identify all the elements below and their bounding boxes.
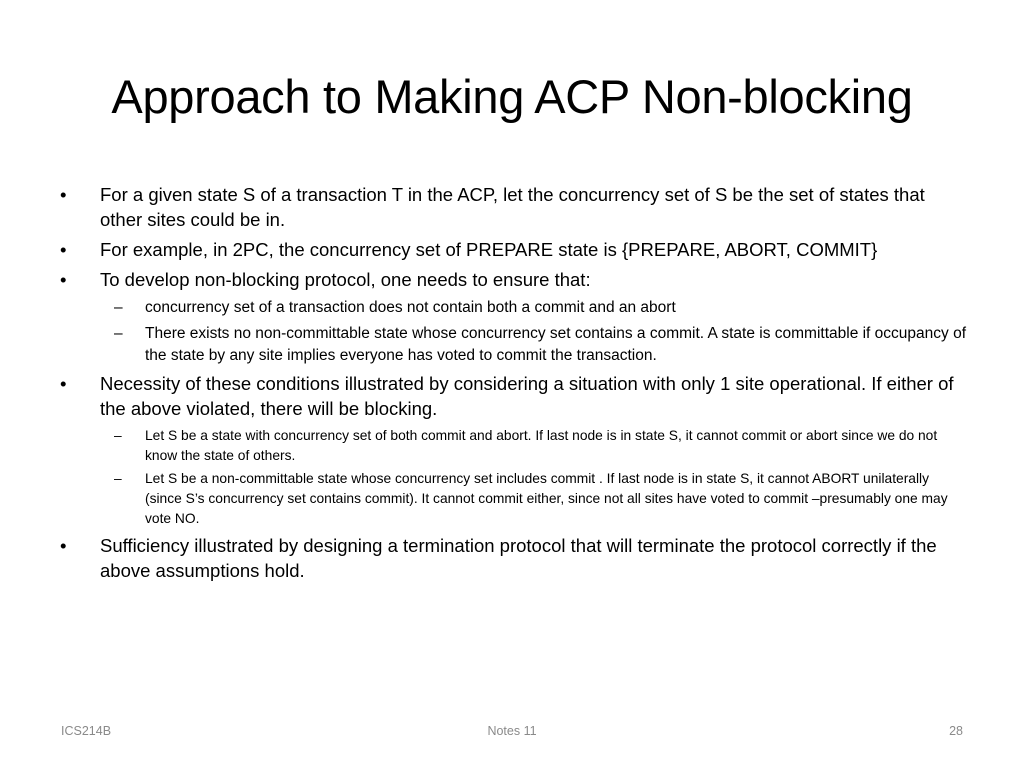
slide-body xyxy=(56,182,968,588)
bullet-item xyxy=(56,237,968,262)
sub-bullet-text: Let S be a non-committable state whose concurrency set includes commit . If last node is in state S, it cannot ABORT unilaterally (since S’s concurrency set contains commit). It cannot commit either, since not all sites have voted to commit –presumably one may vote NO. xyxy=(145,471,948,526)
sub-bullet-list xyxy=(56,426,968,529)
sub-bullet-item xyxy=(56,426,968,466)
bullet-marker: • xyxy=(60,535,67,556)
bullet-text: Necessity of these conditions illustrated by considering a situation with only 1 site operational. If either of the above violated, there will be blocking. xyxy=(100,373,954,419)
bullet-marker: • xyxy=(60,184,67,205)
sub-bullet-item xyxy=(56,297,968,319)
bullet-marker: • xyxy=(60,373,67,394)
bullet-text: Sufficiency illustrated by designing a termination protocol that will terminate the protocol correctly if the above assumptions hold. xyxy=(100,535,937,581)
sub-bullet-marker: – xyxy=(114,325,123,342)
bullet-text: For a given state S of a transaction T in the ACP, let the concurrency set of S be the set of states that other sites could be in. xyxy=(100,184,925,230)
slide-title: Approach to Making ACP Non-blocking xyxy=(111,70,913,123)
sub-bullet-text: There exists no non-committable state whose concurrency set contains a commit. A state is committable if occupancy of the state by any site implies everyone has voted to commit the transaction. xyxy=(145,325,967,364)
sub-bullet-marker: – xyxy=(114,299,123,316)
sub-bullet-item xyxy=(56,469,968,529)
bullet-item xyxy=(56,533,968,583)
bullet-marker: • xyxy=(60,269,67,290)
footer-page-number: 28 xyxy=(949,724,963,738)
sub-bullet-list xyxy=(56,297,968,367)
footer-course-label: ICS214B xyxy=(61,724,112,738)
sub-bullet-text: Let S be a state with concurrency set of both commit and abort. If last node is in state S, it cannot commit or abort since we do not know the state of others. xyxy=(145,428,938,463)
bullet-item xyxy=(56,371,968,421)
bullet-item xyxy=(56,267,968,292)
footer-notes-label: Notes 11 xyxy=(487,724,537,738)
bullet-text: For example, in 2PC, the concurrency set of PREPARE state is {PREPARE, ABORT, COMMIT} xyxy=(100,239,878,260)
bullet-text: To develop non-blocking protocol, one needs to ensure that: xyxy=(100,269,591,290)
bullet-marker: • xyxy=(60,239,67,260)
bullet-item xyxy=(56,182,968,232)
sub-bullet-item xyxy=(56,323,968,367)
sub-bullet-text: concurrency set of a transaction does not contain both a commit and an abort xyxy=(145,299,676,316)
sub-bullet-marker: – xyxy=(114,471,122,486)
sub-bullet-marker: – xyxy=(114,428,122,443)
